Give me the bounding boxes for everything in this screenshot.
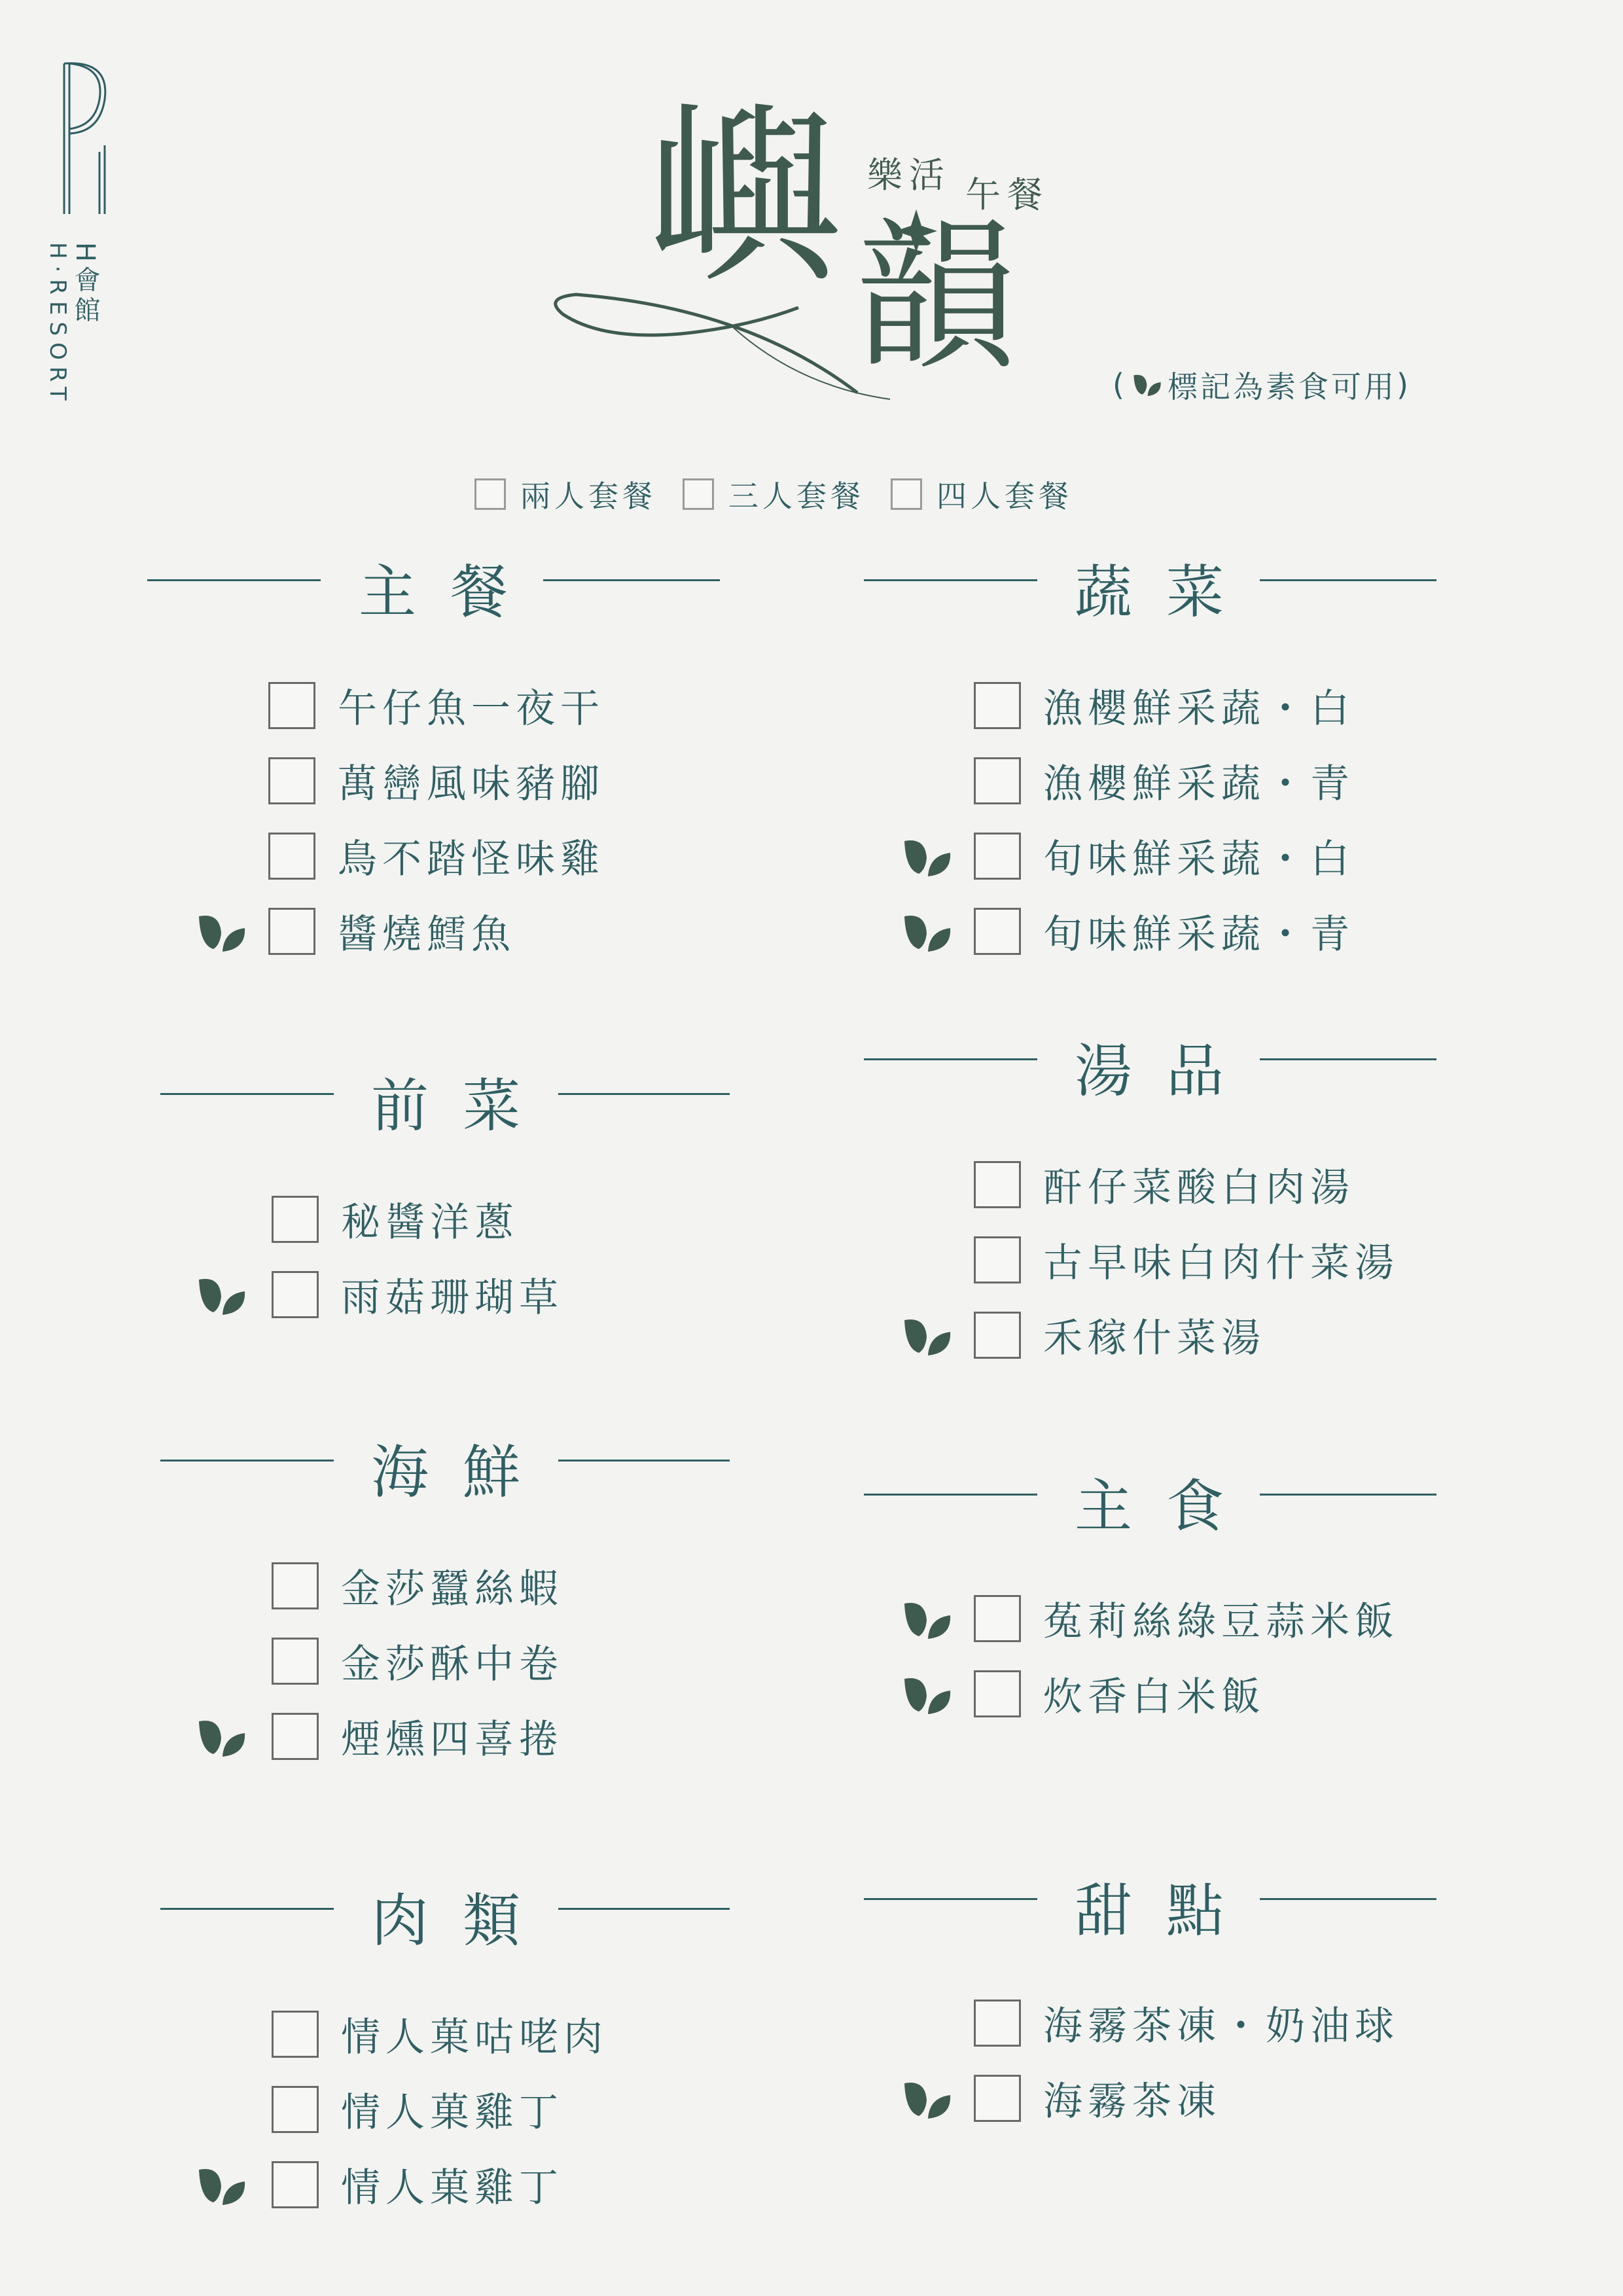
menu-item[interactable] [272,1270,563,1319]
divider-line [147,579,321,581]
title-sub-1: 樂活 [867,154,951,196]
item-label: 鳥不踏怪味雞 [338,836,605,882]
menu-item[interactable] [974,1310,1266,1360]
item-checkbox[interactable] [268,833,315,880]
vegetarian-leaf-icon [196,2164,247,2208]
menu-item[interactable] [272,1712,563,1761]
item-checkbox[interactable] [268,757,315,804]
item-label: 旬味鮮采蔬・青 [1043,912,1355,958]
item-label: 金莎酥中卷 [341,1641,563,1687]
item-checkbox[interactable] [268,908,315,955]
item-checkbox[interactable] [974,908,1021,955]
menu-item[interactable] [974,1998,1399,2048]
item-checkbox[interactable] [272,1271,319,1318]
item-label: 海霧茶凍 [1043,2079,1221,2125]
menu-item[interactable] [272,2009,608,2059]
item-label: 酐仔菜酸白肉湯 [1043,1165,1355,1211]
section-header-vegetables [864,547,1436,626]
vegetarian-leaf-icon [196,1274,247,1318]
menu-item[interactable] [974,1235,1399,1285]
item-checkbox[interactable] [268,682,315,729]
item-checkbox[interactable] [272,1196,319,1243]
divider-line [558,1460,730,1462]
title-sub-2: 午餐 [965,174,1049,215]
section-title: 蔬菜 [1075,558,1258,626]
set-option-label: 三人套餐 [728,478,865,514]
item-label: 秘醬洋蔥 [341,1200,519,1246]
menu-item[interactable] [974,1669,1266,1719]
item-label: 菟莉絲綠豆蒜米飯 [1043,1599,1399,1645]
brand-name-en: H·RESORT [45,242,71,407]
menu-item[interactable] [974,756,1355,806]
item-label: 午仔魚一夜干 [338,686,605,732]
item-checkbox[interactable] [272,2011,319,2058]
set-checkbox[interactable] [474,478,506,510]
item-checkbox[interactable] [974,757,1021,804]
item-label: 萬巒風味豬腳 [338,761,605,807]
set-option-three-person[interactable] [683,473,865,516]
section-header-dessert [864,1865,1436,1945]
legend-paren-open: ( [1113,367,1127,403]
item-checkbox[interactable] [974,2075,1021,2122]
item-label: 古早味白肉什菜湯 [1043,1240,1399,1286]
item-label: 金莎蠶絲蝦 [341,1566,563,1612]
item-checkbox[interactable] [974,1161,1021,1208]
menu-item[interactable] [974,2073,1221,2123]
section-header-meat [160,1875,730,1954]
brand-name-cn: H會館 [70,242,100,327]
section-header-seafood [160,1427,730,1506]
vegetarian-leaf-icon [902,1674,953,1717]
menu-item[interactable] [272,1636,563,1686]
vegetarian-leaf-icon [902,836,953,879]
item-label: 雨菇珊瑚草 [341,1275,563,1321]
set-checkbox[interactable] [683,478,714,510]
divider-line [558,1093,730,1095]
item-label: 炊香白米飯 [1043,1674,1266,1720]
item-checkbox[interactable] [974,1236,1021,1283]
menu-item[interactable] [974,906,1355,956]
vegetarian-leaf-icon [902,1598,953,1641]
item-checkbox[interactable] [974,1670,1021,1717]
item-label: 禾稼什菜湯 [1043,1316,1266,1361]
set-option-four-person[interactable] [891,473,1073,516]
section-title: 肉類 [371,1887,555,1954]
legend-paren-close: ) [1396,367,1411,403]
menu-item[interactable] [974,1160,1355,1210]
divider-line [1260,1898,1436,1900]
item-checkbox[interactable] [974,1312,1021,1359]
item-checkbox[interactable] [974,1595,1021,1642]
item-label: 煙燻四喜捲 [341,1717,563,1763]
vegetarian-leaf-icon [902,1315,953,1358]
legend-text: 標記為素食可用 [1167,369,1397,404]
divider-line [1260,1494,1436,1496]
section-title: 前菜 [371,1072,555,1139]
menu-item[interactable] [272,1194,519,1244]
divider-line [1260,579,1436,581]
divider-line [543,579,720,581]
section-header-appetizer [160,1060,730,1139]
item-checkbox[interactable] [272,2086,319,2133]
divider-line [160,1093,334,1095]
menu-item[interactable] [272,1561,563,1611]
divider-line [160,1908,334,1910]
menu-item[interactable] [272,2085,563,2134]
vegetarian-leaf-icon [196,1716,247,1759]
set-option-label: 兩人套餐 [520,478,656,514]
divider-line [864,579,1037,581]
item-label: 旬味鮮采蔬・白 [1043,836,1355,882]
resort-logo-icon [59,60,111,217]
menu-item[interactable] [974,1594,1399,1643]
set-option-label: 四人套餐 [936,478,1073,514]
set-checkbox[interactable] [891,478,922,510]
vegetarian-leaf-icon [902,911,953,954]
item-checkbox[interactable] [272,1638,319,1685]
leaf-icon [1132,372,1162,398]
item-checkbox[interactable] [974,833,1021,880]
section-title: 主食 [1075,1473,1258,1540]
section-title: 海鮮 [371,1439,555,1506]
set-option-two-person[interactable] [474,473,656,516]
set-options [474,473,1099,516]
menu-item[interactable] [268,831,605,881]
item-checkbox[interactable] [272,1562,319,1609]
title-char-1: 嶼 [648,82,844,310]
title-char-2: 韻 [854,202,1018,393]
menu-item[interactable] [974,681,1355,730]
item-label: 情人菓雞丁 [341,2090,563,2136]
section-header-main-course [147,547,720,626]
divider-line [160,1460,334,1462]
vegetarian-leaf-icon [196,911,247,954]
item-checkbox[interactable] [974,682,1021,729]
item-label: 情人菓咕咾肉 [341,2015,608,2060]
section-header-soup [864,1026,1436,1105]
vegetarian-legend [1113,363,1411,406]
menu-item[interactable] [268,906,516,956]
section-header-staple [864,1461,1436,1540]
divider-line [864,1494,1037,1496]
item-label: 情人菓雞丁 [341,2165,563,2211]
menu-item[interactable] [268,681,605,730]
divider-line [558,1908,730,1910]
section-title: 甜點 [1075,1877,1258,1945]
divider-line [864,1058,1037,1060]
item-checkbox[interactable] [974,2000,1021,2047]
brand-vertical [45,242,100,478]
divider-line [864,1898,1037,1900]
item-checkbox[interactable] [272,2161,319,2208]
menu-item[interactable] [974,831,1355,881]
item-label: 醬燒鱈魚 [338,912,516,958]
item-label: 漁櫻鮮采蔬・青 [1043,761,1355,807]
item-checkbox[interactable] [272,1713,319,1760]
section-title: 湯品 [1075,1037,1258,1105]
divider-line [1260,1058,1436,1060]
item-label: 海霧茶凍・奶油球 [1043,2003,1399,2049]
vegetarian-leaf-icon [902,2078,953,2121]
menu-item[interactable] [268,756,605,806]
menu-item[interactable] [272,2160,563,2210]
section-title: 主餐 [359,558,543,626]
item-label: 漁櫻鮮采蔬・白 [1043,686,1355,732]
